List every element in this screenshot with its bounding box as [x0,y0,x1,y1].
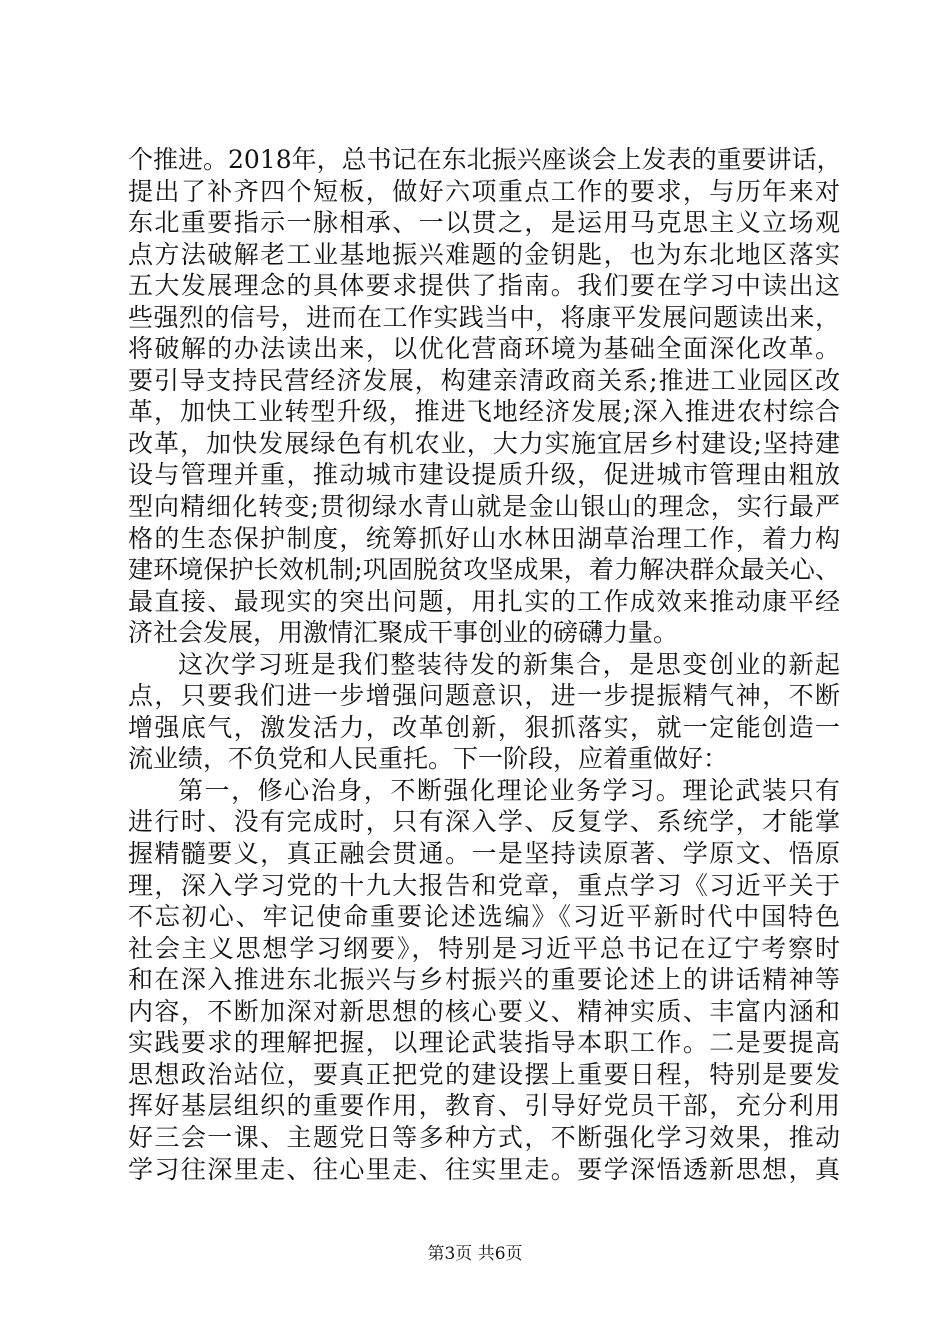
text-line: 第一，修心治身，不断强化理论业务学习。理论武装只有 [178,775,840,805]
text-line: 实践要求的理解把握，以理论武装指导本职工作。二是要提高 [128,1028,840,1058]
text-line: 不忘初心、牢记使命重要论述选编》《习近平新时代中国特色 [128,902,840,932]
text-line: 增强底气，激发活力，改革创新，狠抓落实，就一定能创造一 [128,712,840,742]
text-line: 内容，不断加深对新思想的核心要义、精神实质、丰富内涵和 [128,996,840,1026]
text-line: 要引导支持民营经济发展，构建亲清政商关系;推进工业园区改 [128,365,840,395]
text-line: 将破解的办法读出来，以优化营商环境为基础全面深化改革。 [128,334,840,364]
text-line: 设与管理并重，推动城市建设提质升级，促进城市管理由粗放 [128,460,840,490]
text-line: 型向精细化转变;贯彻绿水青山就是金山银山的理念，实行最严 [128,492,840,522]
text-line: 这次学习班是我们整装待发的新集合，是思变创业的新起 [178,649,840,679]
text-line: 个推进。2018年，总书记在东北振兴座谈会上发表的重要讲话， [128,145,842,174]
text-line: 挥好基层组织的重要作用，教育、引导好党员干部，充分利用 [128,1091,840,1121]
text-line: 流业绩，不负党和人民重托。下一阶段，应着重做好： [128,744,729,774]
page-footer [0,1244,950,1264]
page-number: 第3页 共6页 [427,1244,523,1264]
text-line: 些强烈的信号，进而在工作实践当中，将康平发展问题读出来， [128,302,840,332]
text-line: 东北重要指示一脉相承、一以贯之，是运用马克思主义立场观 [128,208,840,238]
text-line: 好三会一课、主题党日等多种方式，不断强化学习效果，推动 [128,1122,840,1152]
text-line: 思想政治站位，要真正把党的建设摆上重要日程，特别是要发 [128,1059,840,1089]
text-line: 提出了补齐四个短板，做好六项重点工作的要求，与历年来对 [128,176,840,206]
text-line: 理，深入学习党的十九大报告和党章，重点学习《习近平关于 [128,870,840,900]
text-line: 学习往深里走、往心里走、往实里走。要学深悟透新思想，真 [128,1154,840,1184]
text-line: 点，只要我们进一步增强问题意识，进一步提振精气神，不断 [128,681,840,711]
text-line: 和在深入推进东北振兴与乡村振兴的重要论述上的讲话精神等 [128,965,840,995]
text-line: 点方法破解老工业基地振兴难题的金钥匙，也为东北地区落实 [128,239,840,269]
text-line: 进行时、没有完成时，只有深入学、反复学、系统学，才能掌 [128,807,840,837]
text-line: 建环境保护长效机制;巩固脱贫攻坚成果，着力解决群众最关心、 [128,555,840,585]
text-line: 握精髓要义，真正融会贯通。一是坚持读原著、学原文、悟原 [128,839,840,869]
text-line: 五大发展理念的具体要求提供了指南。我们要在学习中读出这 [128,271,840,301]
text-line: 改革，加快发展绿色有机农业，大力实施宜居乡村建设;坚持建 [128,428,840,458]
text-line: 济社会发展，用激情汇聚成干事创业的磅礴力量。 [128,618,679,648]
text-line: 最直接、最现实的突出问题，用扎实的工作成效来推动康平经 [128,586,840,616]
text-line: 社会主义思想学习纲要》，特别是习近平总书记在辽宁考察时 [128,933,840,963]
document-body [128,144,840,1185]
text-line: 革，加快工业转型升级，推进飞地经济发展;深入推进农村综合 [128,397,840,427]
text-line: 格的生态保护制度，统筹抓好山水林田湖草治理工作，着力构 [128,523,840,553]
